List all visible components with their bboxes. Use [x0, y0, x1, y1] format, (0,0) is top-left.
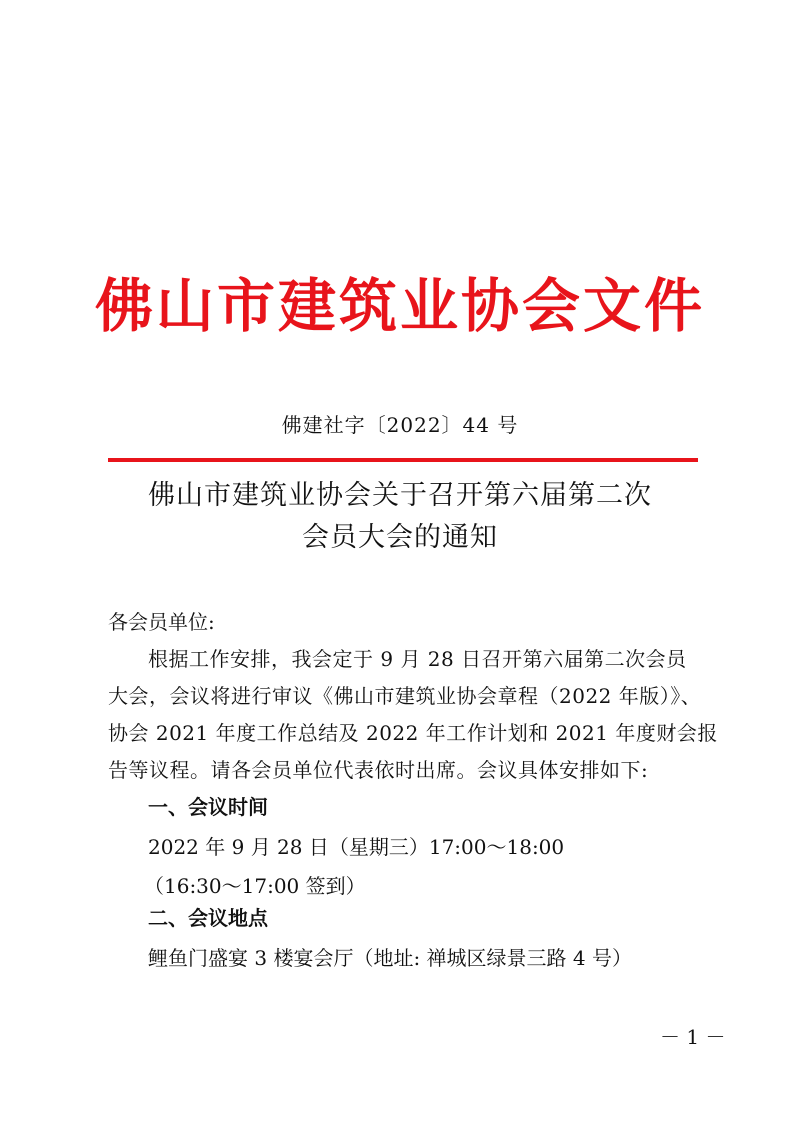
notice-title [0, 475, 800, 559]
section-heading-place: 二、会议地点 [148, 906, 268, 930]
section-heading-time: 一、会议时间 [148, 795, 268, 819]
notice-title-line-2: 会员大会的通知 [302, 522, 498, 553]
meeting-location: 鲤鱼门盛宴 3 楼宴会厅（地址: 禅城区绿景三路 4 号） [148, 946, 632, 970]
document-number: 佛建社字〔2022〕44 号 [281, 413, 519, 437]
page-number: － 1 － [660, 1025, 726, 1049]
meeting-date-time: 2022 年 9 月 28 日（星期三）17:00～18:00 [148, 835, 565, 859]
paragraph-line: 协会 2021 年度工作总结及 2022 年工作计划和 2021 年度财会报 [108, 721, 718, 745]
masthead-title: 佛山市建筑业协会文件 [94, 272, 705, 340]
paragraph-line: 告等议程。请各会员单位代表依时出席。会议具体安排如下: [108, 758, 649, 782]
paragraph-line: 根据工作安排，我会定于 9 月 28 日召开第六届第二次会员 [148, 647, 687, 671]
notice-title-line-1: 佛山市建筑业协会关于召开第六届第二次 [148, 480, 652, 511]
paragraph-line: 大会，会议将进行审议《佛山市建筑业协会章程（2022 年版）》、 [108, 684, 702, 708]
body-paragraph [108, 641, 718, 789]
sign-in-time: （16:30～17:00 签到） [144, 874, 366, 898]
salutation: 各会员单位: [108, 610, 215, 634]
red-divider-rule [108, 458, 698, 462]
